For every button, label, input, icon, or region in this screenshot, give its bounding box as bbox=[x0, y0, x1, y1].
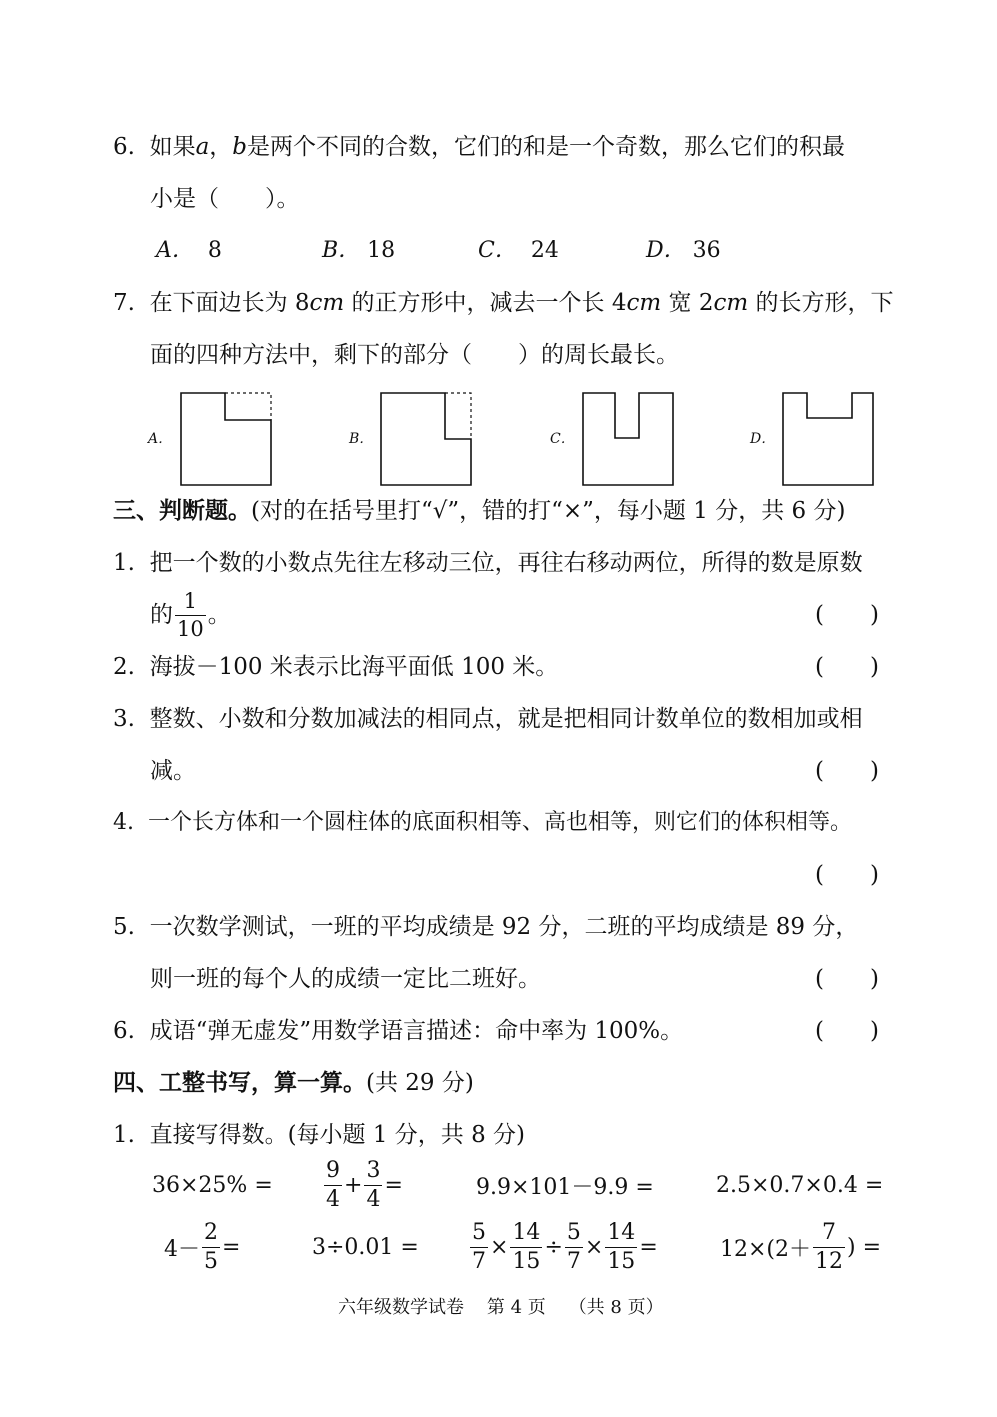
figure-label-d: D． bbox=[750, 431, 776, 447]
figure-c bbox=[582, 392, 674, 486]
judge-6-line: 6. 成语“弹无虚发”用数学语言描述：命中率为 100%。 bbox=[113, 1018, 684, 1044]
figure-label-c: C． bbox=[550, 431, 575, 447]
answer-paren-5[interactable]: ( ) bbox=[815, 966, 879, 992]
answer-paren-6[interactable]: ( ) bbox=[815, 1018, 879, 1044]
figure-d bbox=[782, 392, 874, 486]
q6-option-a: A． 8 bbox=[156, 238, 222, 263]
calc-2: $\frac{9}{4}$ + $\frac{3}{4}$ = bbox=[326, 1157, 403, 1212]
figure-label-b: B． bbox=[349, 431, 374, 447]
footer-title: 六年级数学试卷 bbox=[338, 1297, 464, 1318]
judge-1-line2: 的 $\frac{1}{10}$ 。 bbox=[150, 588, 231, 641]
q7-line1: 7. 在下面边长为 8cm 的正方形中，减去一个长 4cm 宽 2cm 的长方形，下 bbox=[113, 290, 894, 316]
answer-paren-1[interactable]: ( ) bbox=[815, 602, 879, 628]
judge-2-line: 2. 海拔－100 米表示比海平面低 100 米。 bbox=[113, 654, 559, 680]
figure-a bbox=[180, 392, 272, 486]
section4-sub1: 1. 直接写得数。(每小题 1 分，共 8 分) bbox=[113, 1122, 526, 1148]
q6-option-d: D． 36 bbox=[646, 238, 721, 263]
figure-b bbox=[380, 392, 472, 486]
footer-total: （共 8 页） bbox=[568, 1297, 664, 1318]
calc-8: 12×(2＋ $\frac{7}{12}$ ) = bbox=[720, 1219, 882, 1274]
calc-1: 36×25% = bbox=[152, 1172, 273, 1198]
figure-label-a: A． bbox=[148, 431, 173, 447]
section4-heading: 四、工整书写，算一算。(共 29 分) bbox=[113, 1069, 474, 1096]
var-a: a bbox=[195, 134, 210, 160]
q7-number: 7. bbox=[113, 290, 135, 316]
calc-5: 4－ $\frac{2}{5}$ = bbox=[164, 1219, 241, 1274]
answer-paren-2[interactable]: ( ) bbox=[815, 654, 879, 680]
section3-heading: 三、判断题。(对的在括号里打“√”，错的打“×”，每小题 1 分，共 6 分) bbox=[113, 497, 846, 524]
q6-option-b: B． 18 bbox=[322, 238, 396, 263]
judge-4-line: 4. 一个长方体和一个圆柱体的底面积相等、高也相等，则它们的体积相等。 bbox=[113, 810, 853, 835]
calc-3: 9.9×101－9.9 = bbox=[476, 1174, 654, 1200]
answer-paren-3[interactable]: ( ) bbox=[815, 758, 879, 784]
calc-4: 2.5×0.7×0.4 = bbox=[716, 1172, 884, 1198]
calc-7: $\frac{5}{7}$ × $\frac{14}{15}$ ÷ $\frac{5}{7}$ × $\frac{14}{15}$ = bbox=[472, 1219, 658, 1274]
q6-line1: 6. 如果a，b是两个不同的合数，它们的和是一个奇数，那么它们的积最 bbox=[113, 134, 846, 160]
fraction-one-tenth: $\frac{1}{10}$ bbox=[177, 588, 204, 641]
var-b: b bbox=[232, 134, 248, 160]
footer-page: 第 4 页 bbox=[486, 1297, 546, 1318]
judge-1-line1: 1. 把一个数的小数点先往左移动三位，再往右移动两位，所得的数是原数 bbox=[113, 550, 863, 576]
page-footer bbox=[338, 1296, 664, 1320]
judge-5-line1: 5. 一次数学测试，一班的平均成绩是 92 分，二班的平均成绩是 89 分， bbox=[113, 914, 859, 940]
judge-3-line1: 3. 整数、小数和分数加减法的相同点，就是把相同计数单位的数相加或相 bbox=[113, 706, 863, 732]
q6-number: 6. bbox=[113, 134, 135, 160]
judge-5-line2: 则一班的每个人的成绩一定比二班好。 bbox=[150, 966, 541, 992]
q6-option-c: C． 24 bbox=[478, 238, 559, 263]
calc-6: 3÷0.01 = bbox=[312, 1234, 419, 1260]
answer-paren-4[interactable]: ( ) bbox=[815, 862, 879, 888]
q6-line2: 小是（ ）。 bbox=[150, 186, 300, 212]
q7-line2: 面的四种方法中，剩下的部分（ ）的周长最长。 bbox=[150, 342, 679, 368]
judge-3-line2: 减。 bbox=[150, 758, 196, 784]
